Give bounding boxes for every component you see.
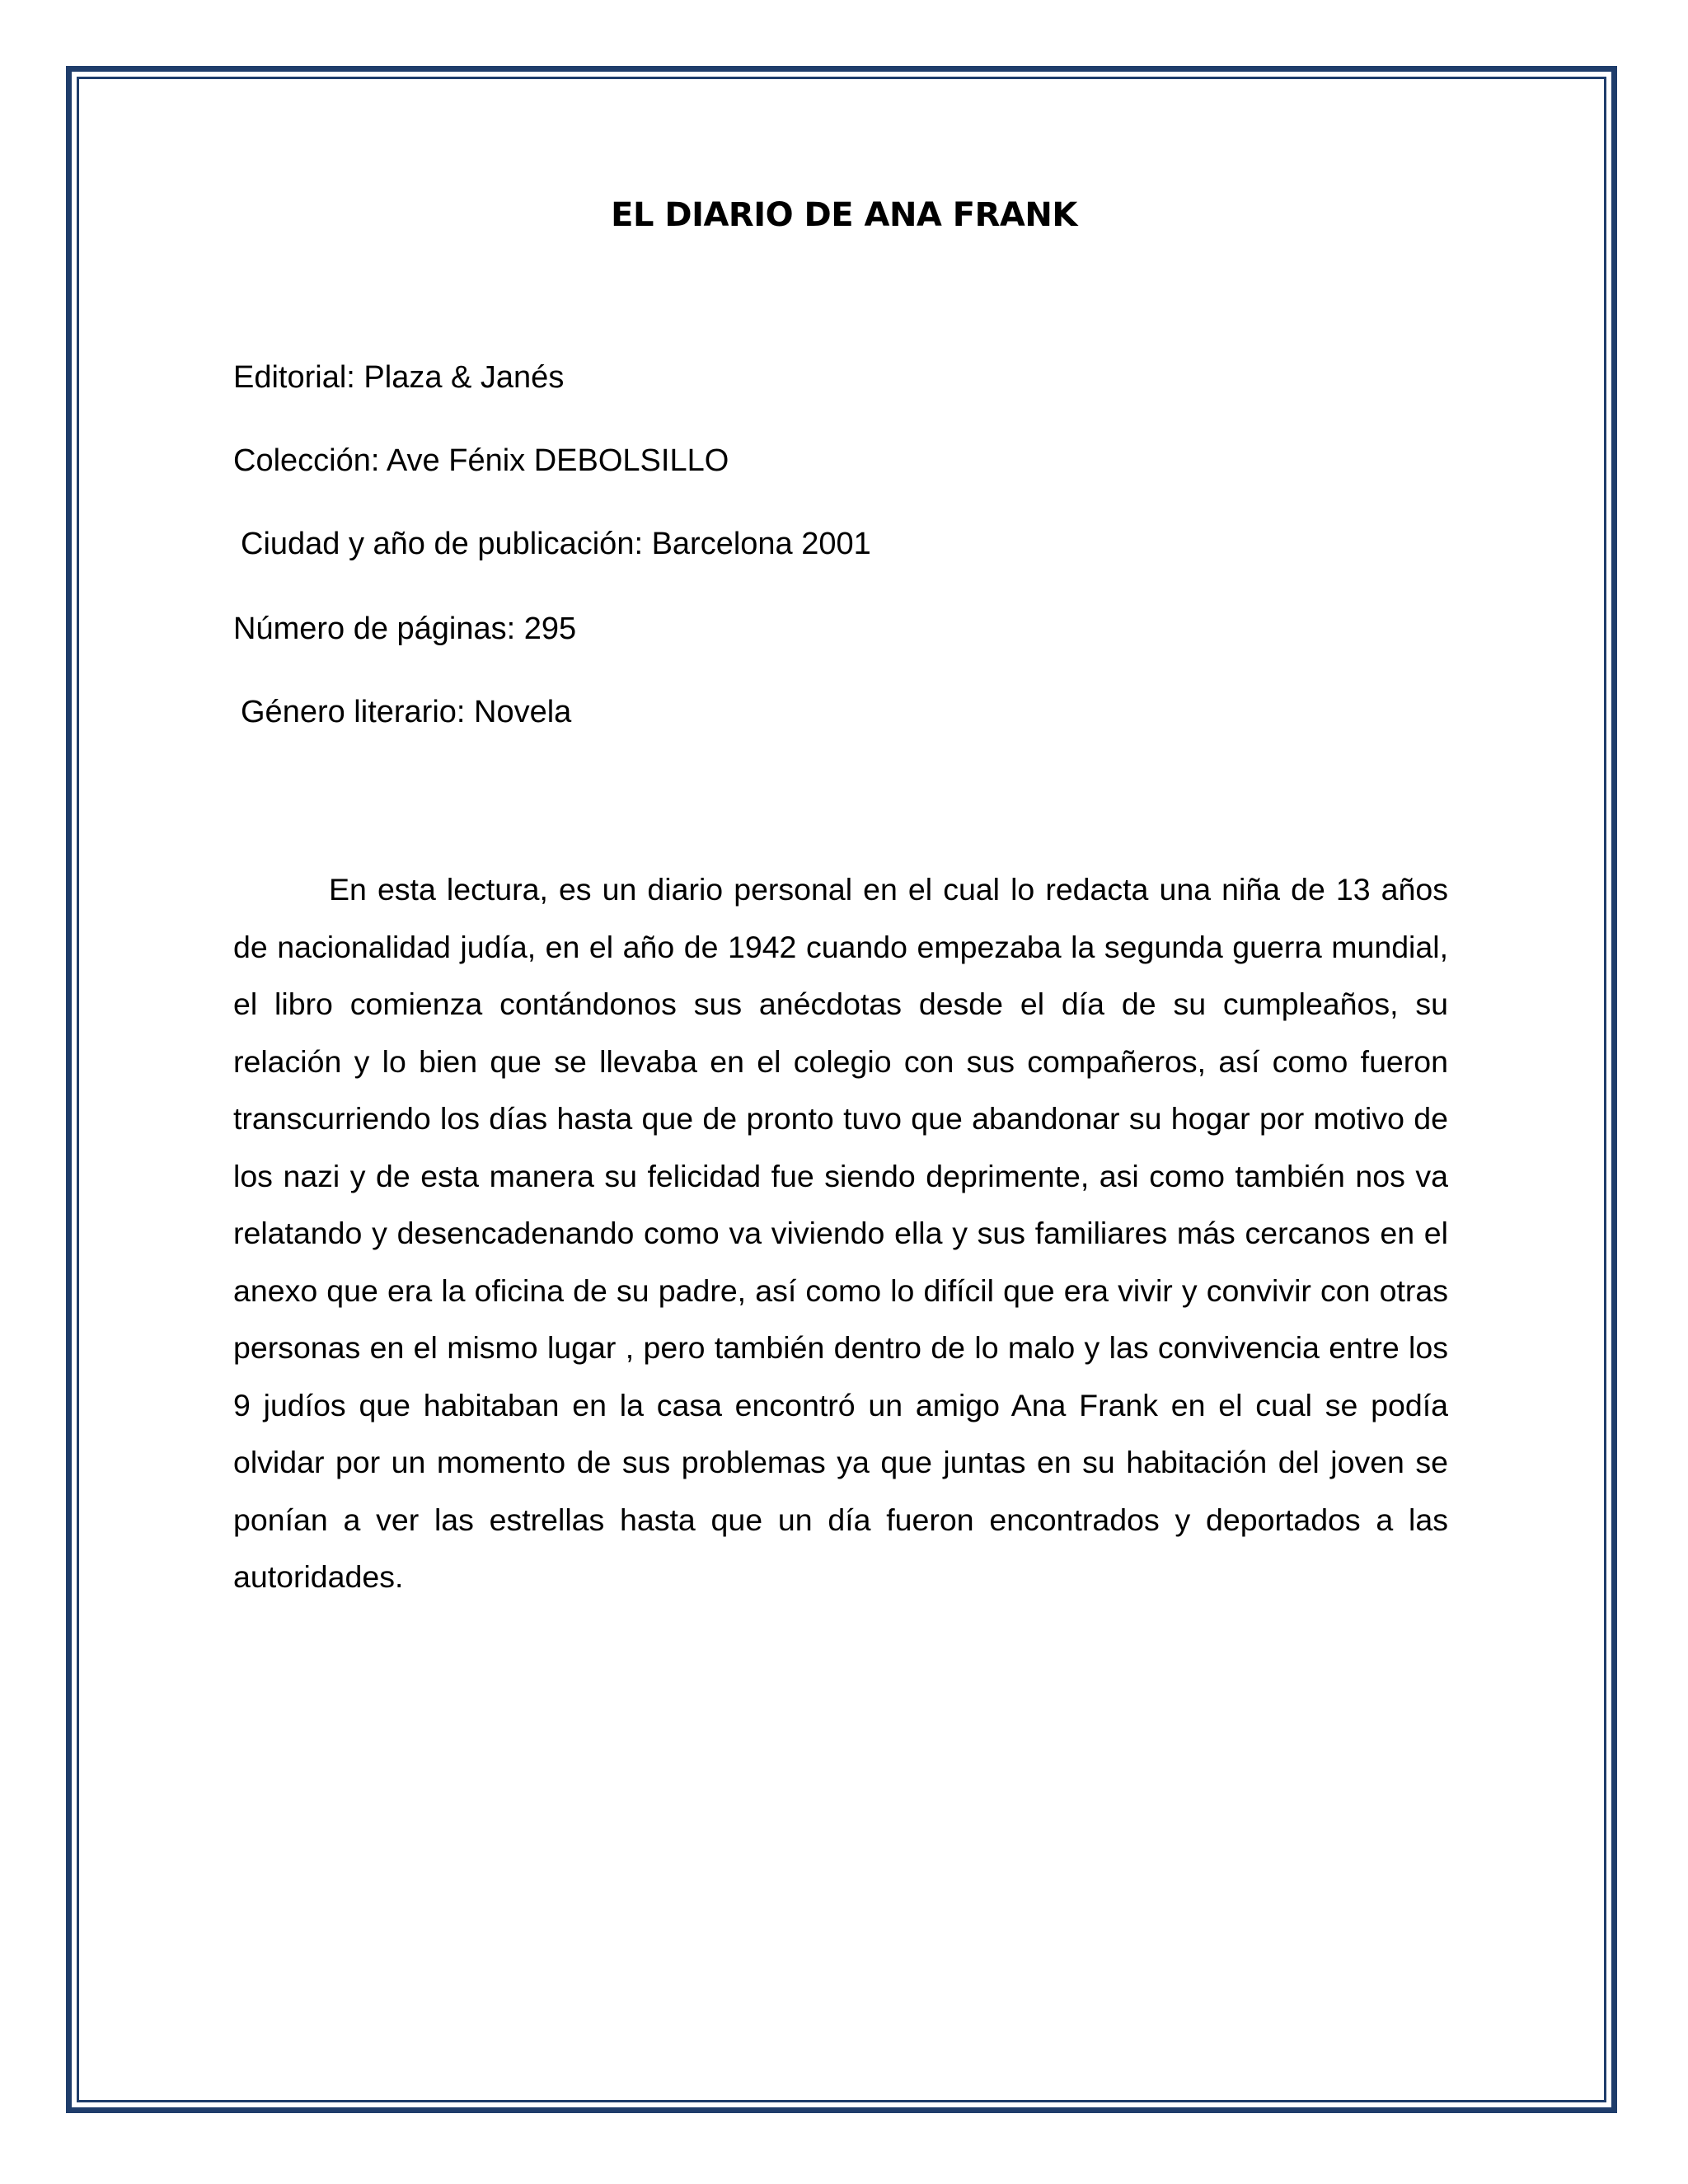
meta-coleccion: Colección: Ave Fénix DEBOLSILLO [233,443,729,478]
meta-paginas: Número de páginas: 295 [233,612,577,646]
meta-ciudad: Ciudad y año de publicación: Barcelona 2001 [241,527,871,561]
body-paragraph: En esta lectura, es un diario personal en el cual lo redacta una niña de 13 años de nacionalidad judía, en el año de 1942 cuando empezaba la segunda guerra mundial, el libro comienza contándonos sus anécdotas desde el día de su cumpleaños, su relación y lo bien que se llevaba en el colegio con sus compañeros, así como fueron transcurriendo los días hasta que de pronto tuvo que abandonar su hogar por motivo de los nazi y de esta manera su felicidad fue siendo deprimente, asi como también nos va relatando y desencadenando como va viviendo ella y sus familiares más cercanos en el anexo que era la oficina de su padre, así como lo difícil que era vivir y convivir con otras personas en el mismo lugar , pero también dentro de lo malo y las convivencia entre los 9 judíos que habitaban en la casa encontró un amigo Ana Frank en el cual se podía olvidar por un momento de sus problemas ya que juntas en su habitación del joven se ponían a ver las estrellas hasta que un día fueron encontrados y deportados a las autoridades. [233,872,1448,1594]
document-title: EL DIARIO DE ANA FRANK [611,196,1077,234]
meta-genero: Género literario: Novela [241,695,572,729]
meta-editorial: Editorial: Plaza & Janés [233,360,565,395]
